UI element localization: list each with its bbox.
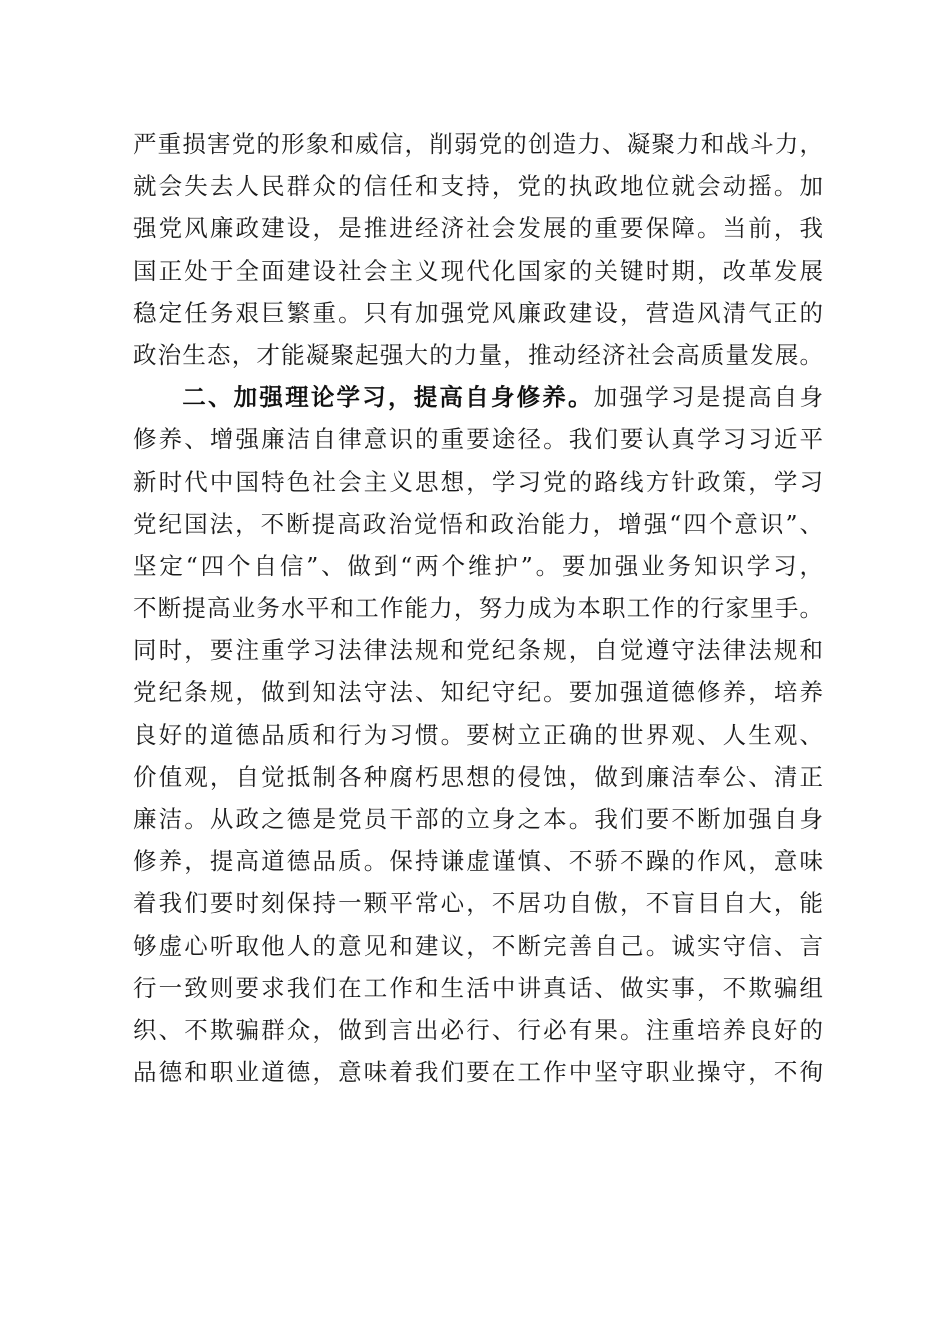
- text-line: 良好的道德品质和行为习惯。要树立正确的世界观、人生观、: [133, 720, 823, 749]
- text-line: 修养，提高道德品质。保持谦虚谨慎、不骄不躁的作风，意味: [133, 847, 823, 876]
- text-line: 廉洁。从政之德是党员干部的立身之本。我们要不断加强自身: [133, 805, 823, 833]
- text-line: 国正处于全面建设社会主义现代化国家的关键时期，改革发展: [133, 256, 823, 285]
- text-line: 强党风廉政建设，是推进经济社会发展的重要保障。当前，我: [133, 214, 823, 243]
- text-line: 价值观，自觉抵制各种腐朽思想的侵蚀，做到廉洁奉公、清正: [133, 762, 823, 791]
- text-line: 坚定“四个自信”、做到“两个维护”。要加强业务知识学习，: [133, 551, 823, 580]
- text-line: 着我们要时刻保持一颗平常心，不居功自傲，不盲目自大，能: [133, 889, 823, 918]
- text-line: 品德和职业道德，意味着我们要在工作中坚守职业操守，不徇: [133, 1058, 823, 1087]
- text-line: 够虚心听取他人的意见和建议，不断完善自己。诚实守信、言: [133, 931, 823, 960]
- text-line: 就会失去人民群众的信任和支持，党的执政地位就会动摇。加: [133, 172, 823, 201]
- text-line: 行一致则要求我们在工作和生活中讲真话、做实事，不欺骗组: [133, 973, 823, 1002]
- text-line: 稳定任务艰巨繁重。只有加强党风廉政建设，营造风清气正的: [133, 298, 823, 327]
- text-line: 织、不欺骗群众，做到言出必行、行必有果。注重培养良好的: [133, 1015, 823, 1044]
- text-line: 党纪国法，不断提高政治觉悟和政治能力，增强“四个意识”、: [133, 509, 823, 538]
- section-2-first-line-rest: 加强学习是提高自身: [593, 383, 824, 412]
- body-text: [133, 123, 823, 1093]
- text-line: 党纪条规，做到知法守法、知纪守纪。要加强道德修养，培养: [133, 678, 823, 707]
- section-2-first-line: [133, 376, 823, 418]
- text-line: 新时代中国特色社会主义思想，学习党的路线方针政策，学习: [133, 467, 823, 496]
- section-2-heading: 二、加强理论学习，提高自身修养。: [180, 383, 594, 412]
- text-line: 政治生态，才能凝聚起强大的力量，推动经济社会高质量发展。: [133, 340, 823, 369]
- text-line: 严重损害党的形象和威信，削弱党的创造力、凝聚力和战斗力，: [133, 130, 823, 158]
- text-line: 修养、增强廉洁自律意识的重要途径。我们要认真学习习近平: [133, 425, 823, 454]
- text-line: 同时，要注重学习法律法规和党纪条规，自觉遵守法律法规和: [133, 636, 823, 665]
- text-line: 不断提高业务水平和工作能力，努力成为本职工作的行家里手。: [133, 594, 823, 623]
